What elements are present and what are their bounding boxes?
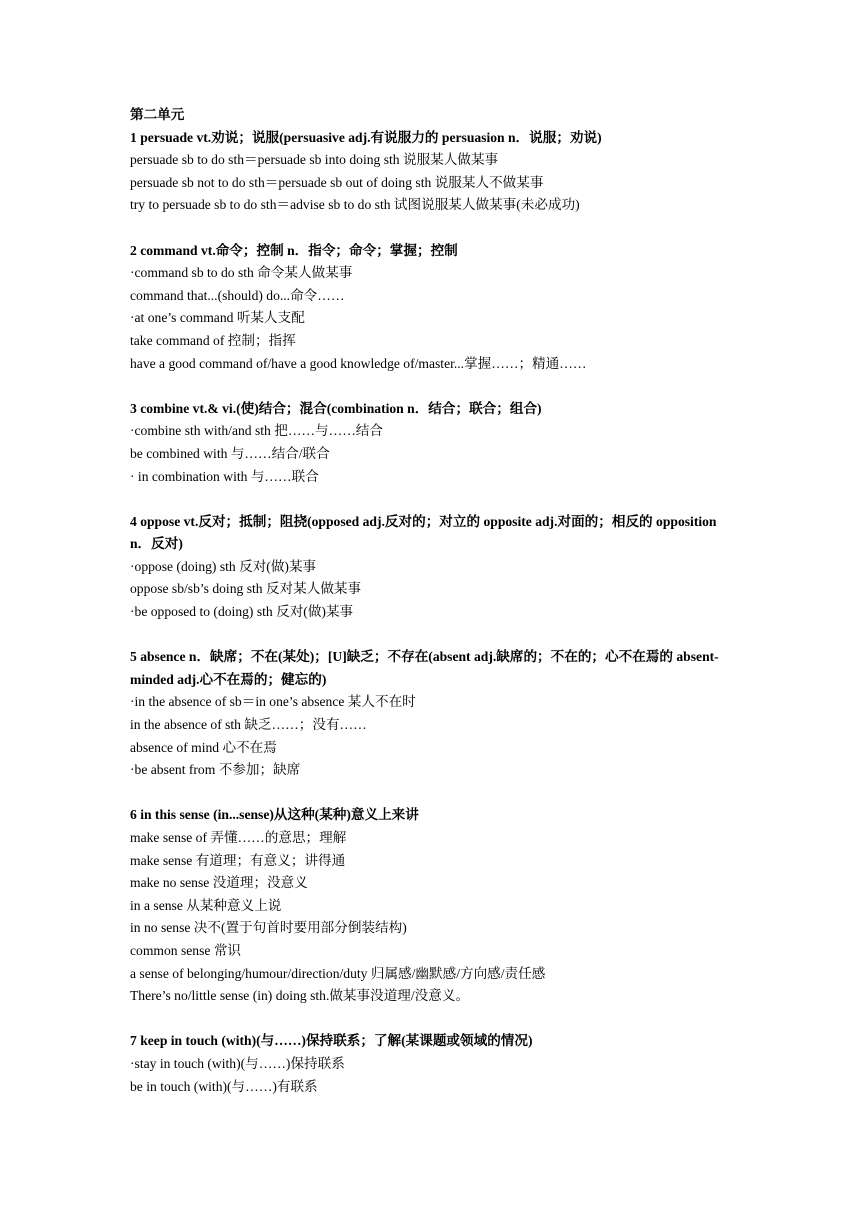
entry-line: ·command sb to do sth 命令某人做某事 bbox=[130, 265, 353, 281]
entry-line: persuade sb not to do sth＝persuade sb out of doing sth 说服某人不做某事 bbox=[130, 174, 544, 190]
entry-line: ·oppose (doing) sth 反对(做)某事 bbox=[130, 558, 317, 574]
entry-line: command that...(should) do...命令…… bbox=[130, 287, 345, 303]
entry-heading: 5 absence n．缺席；不在(某处)；[U]缺乏；不存在(absent adj.缺席的；不在的；心不在焉的 absent-minded adj.心不在焉的；健忘的) bbox=[130, 649, 719, 687]
entry-line: be in touch (with)(与……)有联系 bbox=[130, 1078, 318, 1094]
entry-line: have a good command of/have a good knowledge of/master...掌握……；精通…… bbox=[130, 355, 587, 371]
entry-heading: 1 persuade vt.劝说；说服(persuasive adj.有说服力的 persuasion n．说服；劝说) bbox=[130, 129, 602, 145]
entry-line: ·combine sth with/and sth 把……与……结合 bbox=[130, 423, 383, 439]
entry-line: ·be absent from 不参加；缺席 bbox=[130, 762, 301, 778]
entry-line: · in combination with 与……联合 bbox=[130, 468, 319, 484]
entry-heading: 4 oppose vt.反对；抵制；阻挠(opposed adj.反对的；对立的 opposite adj.对面的；相反的 opposition n．反对) bbox=[130, 513, 717, 552]
entry-line: absence of mind 心不在焉 bbox=[130, 739, 277, 755]
spacer bbox=[130, 217, 740, 240]
spacer bbox=[130, 488, 740, 511]
entry-heading: 6 in this sense (in...sense)从这种(某种)意义上来讲 bbox=[130, 807, 419, 823]
entry-line: persuade sb to do sth＝persuade sb into doing sth 说服某人做某事 bbox=[130, 152, 499, 168]
entry-line: try to persuade sb to do sth＝advise sb to do sth 试图说服某人做某事(未必成功) bbox=[130, 197, 580, 213]
entry-line: in a sense 从某种意义上说 bbox=[130, 897, 282, 913]
unit-title: 第二单元 bbox=[130, 107, 185, 122]
spacer bbox=[130, 375, 740, 398]
entry-line: make no sense 没道理；没意义 bbox=[130, 875, 308, 891]
entry-line: take command of 控制；指挥 bbox=[130, 332, 296, 348]
entry-line: be combined with 与……结合/联合 bbox=[130, 445, 330, 461]
entry-line: ·in the absence of sb＝in one’s absence 某人不在时 bbox=[130, 694, 416, 710]
spacer bbox=[130, 1008, 740, 1031]
entry-line: in the absence of sth 缺乏……；没有…… bbox=[130, 717, 367, 733]
document-page bbox=[130, 104, 740, 1098]
entry-line: oppose sb/sb’s doing sth 反对某人做某事 bbox=[130, 581, 362, 597]
entry-line: ·be opposed to (doing) sth 反对(做)某事 bbox=[130, 604, 354, 620]
entry-heading: 7 keep in touch (with)(与……)保持联系；了解(某课题或领域的情况) bbox=[130, 1033, 533, 1049]
entry-line: a sense of belonging/humour/direction/duty 归属感/幽默感/方向感/责任感 bbox=[130, 965, 546, 981]
entry-heading: 2 command vt.命令；控制 n．指令；命令；掌握；控制 bbox=[130, 242, 458, 258]
entry-heading: 3 combine vt.& vi.(使)结合；混合(combination n．结合；联合；组合) bbox=[130, 400, 542, 416]
entry-line: make sense of 弄懂……的意思；理解 bbox=[130, 830, 347, 845]
entry-line: ·at one’s command 听某人支配 bbox=[130, 310, 305, 326]
entry-line: common sense 常识 bbox=[130, 942, 241, 958]
entry-line: There’s no/little sense (in) doing sth.做某事没道理/没意义。 bbox=[130, 988, 470, 1004]
spacer bbox=[130, 782, 740, 805]
entry-line: ·stay in touch (with)(与……)保持联系 bbox=[130, 1055, 345, 1071]
spacer bbox=[130, 624, 740, 647]
entry-line: make sense 有道理；有意义；讲得通 bbox=[130, 852, 346, 868]
entry-line: in no sense 决不(置于句首时要用部分倒装结构) bbox=[130, 920, 407, 936]
